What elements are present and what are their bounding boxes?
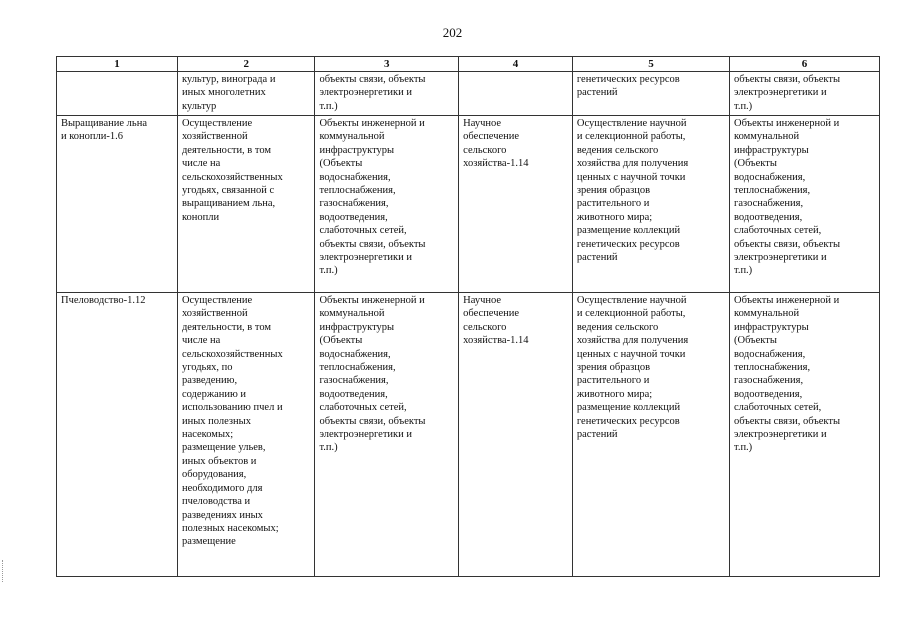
table-cell: Выращивание льна и конопли-1.6 (57, 116, 178, 293)
table-cell: объекты связи, объекты электроэнергетики и т.п.) (730, 72, 880, 116)
table-cell: Научное обеспечение сельского хозяйства-1.14 (459, 293, 573, 577)
column-header: 3 (315, 57, 459, 72)
table-cell (57, 72, 178, 116)
table-cell: культур, винограда и иных многолетних культур (177, 72, 315, 116)
column-header: 5 (572, 57, 729, 72)
table-cell: Объекты инженерной и коммунальной инфраструктуры (Объекты водоснабжения, теплоснабжения, газоснабжения, водоотведения, слаботочных сетей, объекты связи, объекты электроэнергетики и т.п.) (315, 293, 459, 577)
table-cell: объекты связи, объекты электроэнергетики и т.п.) (315, 72, 459, 116)
table-cell: Объекты инженерной и коммунальной инфраструктуры (Объекты водоснабжения, теплоснабжения, газоснабжения, водоотведения, слаботочных сетей, объекты связи, объекты электроэнергетики и т.п.) (730, 293, 880, 577)
table-row-flax (57, 116, 880, 293)
scan-margin-mark (2, 560, 5, 582)
table-cell: Научное обеспечение сельского хозяйства-1.14 (459, 116, 573, 293)
table-cell: Осуществление научной и селекционной работы, ведения сельского хозяйства для получения ценных с научной точки зрения образцов растительного и животного мира; размещение коллекций генетических ресурсов растений (572, 116, 729, 293)
table-row-beekeeping (57, 293, 880, 577)
table-cell: Объекты инженерной и коммунальной инфраструктуры (Объекты водоснабжения, теплоснабжения, газоснабжения, водоотведения, слаботочных сетей, объекты связи, объекты электроэнергетики и т.п.) (730, 116, 880, 293)
column-header: 1 (57, 57, 178, 72)
table-cell: генетических ресурсов растений (572, 72, 729, 116)
land-use-table (56, 56, 880, 577)
table-cell: Пчеловодство-1.12 (57, 293, 178, 577)
table-cell: Осуществление хозяйственной деятельности, в том числе на сельскохозяйственных угодьях, по разведению, содержанию и использованию пчел и иных полезных насекомых; размещение ульев, иных объектов и оборудования, необходимого для пчеловодства и разведениях иных полезных насекомых; размещение (177, 293, 315, 577)
table-cell: Осуществление научной и селекционной работы, ведения сельского хозяйства для получения ценных с научной точки зрения образцов растительного и животного мира; размещение коллекций генетических ресурсов растений (572, 293, 729, 577)
header-row (57, 57, 880, 72)
table-row-continuation (57, 72, 880, 116)
column-header: 4 (459, 57, 573, 72)
table-cell: Осуществление хозяйственной деятельности, в том числе на сельскохозяйственных угодьях, связанной с выращиванием льна, конопли (177, 116, 315, 293)
page-number: 202 (442, 25, 463, 40)
column-header: 2 (177, 57, 315, 72)
table-cell (459, 72, 573, 116)
column-header: 6 (730, 57, 880, 72)
table-cell: Объекты инженерной и коммунальной инфраструктуры (Объекты водоснабжения, теплоснабжения, газоснабжения, водоотведения, слаботочных сетей, объекты связи, объекты электроэнергетики и т.п.) (315, 116, 459, 293)
